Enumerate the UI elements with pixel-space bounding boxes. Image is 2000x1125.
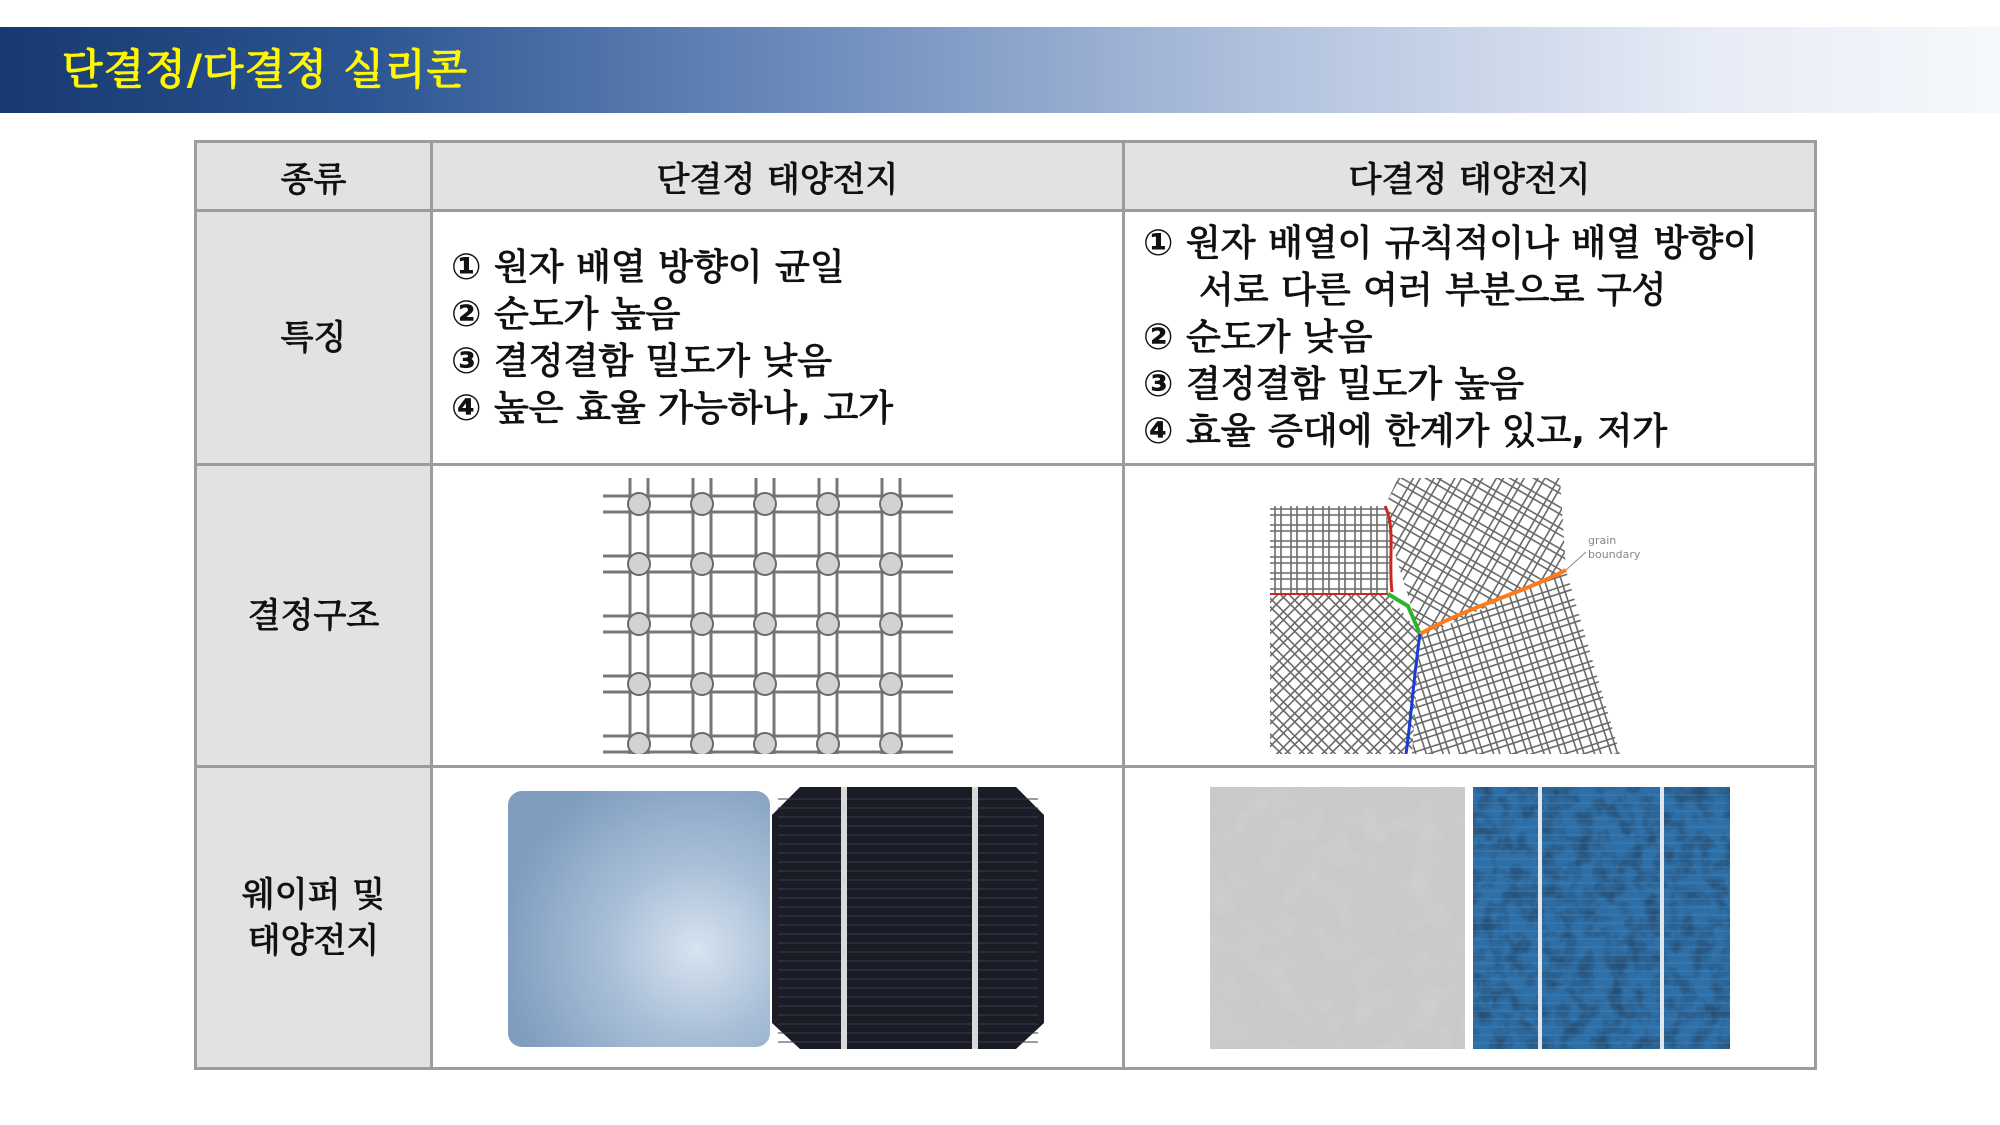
poly-feature-3: ③ 결정결함 밀도가 높음 [1143,364,1525,405]
header-mono: 단결정 태양전지 [432,142,1124,211]
atom [817,493,839,515]
atom [691,673,713,695]
mono-cell-busbar-1 [841,787,847,1049]
mono-feature-2: ② 순도가 높음 [451,293,681,335]
mono-wafer-cell [432,767,1124,1069]
atom [754,733,776,754]
poly-lattice-diagram [1270,478,1670,754]
atom [628,553,650,575]
poly-feature-1: ① 원자 배열이 규칙적이나 배열 방향이 [1143,223,1758,264]
mono-feature-4: ④ 높은 효율 가능하나, 고가 [451,387,894,429]
atom [817,613,839,635]
wafer-label-line2: 태양전지 [247,920,380,961]
atom [754,613,776,635]
comparison-table [194,140,1817,1070]
atom [880,673,902,695]
header-type: 종류 [196,142,432,211]
wafer-label [196,767,432,1069]
mono-features [432,211,1124,465]
atom [691,493,713,515]
atom [628,613,650,635]
grain-boundary-blue [1406,634,1420,754]
poly-cell-busbar-1 [1538,787,1542,1049]
header-poly: 다결정 태양전지 [1124,142,1816,211]
poly-features [1124,211,1816,465]
mono-cell-busbar-2 [972,787,978,1049]
mono-feature-1: ① 원자 배열 방향이 균일 [451,246,845,288]
poly-cell-busbar-2 [1660,787,1664,1049]
mono-wafer [508,791,770,1047]
poly-wafer-cell [1124,767,1816,1069]
header-row [196,142,1816,211]
poly-structure-cell [1124,465,1816,767]
features-row [196,211,1816,465]
mono-lattice-diagram [603,478,953,754]
atom [754,673,776,695]
page-title: 단결정/다결정 실리콘 [62,45,469,94]
mono-structure-cell [432,465,1124,767]
atom [880,493,902,515]
atom [691,733,713,754]
atom [817,733,839,754]
mono-wafer-images [508,787,1048,1049]
poly-feature-1-cont: 서로 다른 여러 부분으로 구성 [1199,270,1667,311]
structure-label: 결정구조 [196,465,432,767]
atom [691,613,713,635]
atom [628,493,650,515]
atom [880,733,902,754]
atom [628,733,650,754]
atom [628,673,650,695]
atom [817,553,839,575]
mono-feature-3: ③ 결정결함 밀도가 낮음 [451,340,833,382]
wafer-row [196,767,1816,1069]
structure-row [196,465,1816,767]
grain-boundary-annotation-2: boundary [1587,547,1640,561]
atom [880,613,902,635]
title-bar [0,27,2000,113]
atom [880,553,902,575]
atom [817,673,839,695]
grain-boundary-annotation-1: grain [1587,533,1616,547]
atom [754,553,776,575]
poly-feature-2: ② 순도가 낮음 [1143,317,1373,358]
atom [754,493,776,515]
poly-wafer-images [1210,787,1730,1049]
poly-feature-4: ④ 효율 증대에 한계가 있고, 저가 [1143,411,1668,452]
atom [691,553,713,575]
grain-boundary-annotation-line [1566,552,1586,570]
wafer-label-line1: 웨이퍼 및 [241,874,386,915]
features-label: 특징 [196,211,432,465]
